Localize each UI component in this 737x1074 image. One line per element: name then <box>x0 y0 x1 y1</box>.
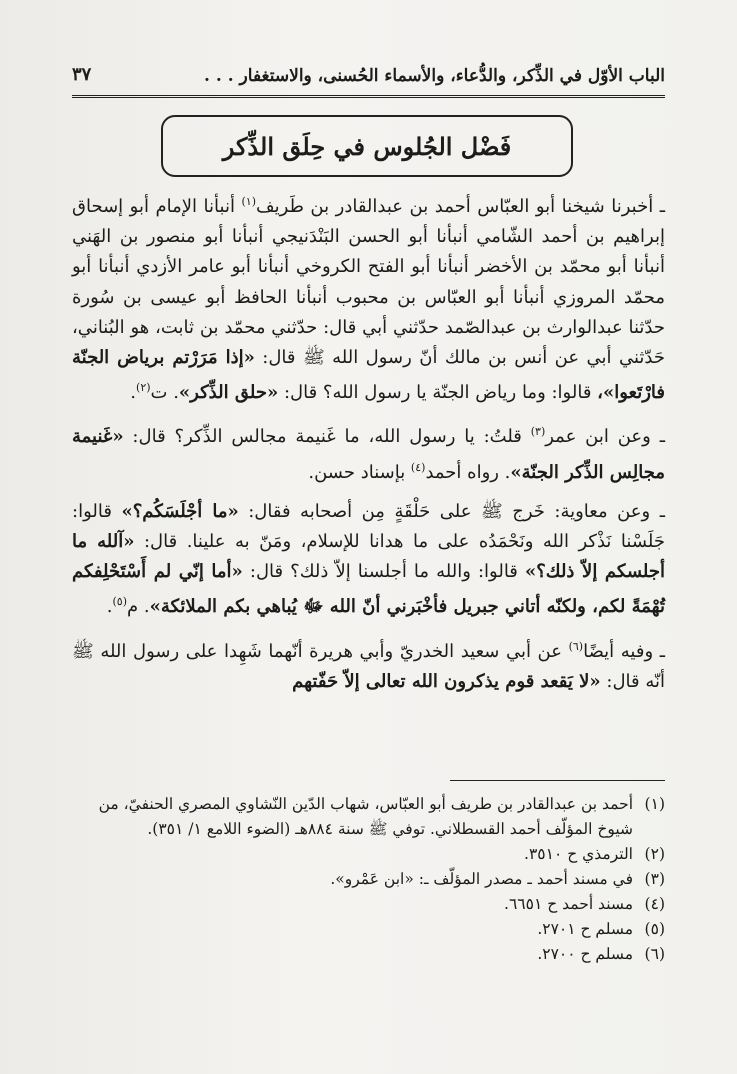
footnote <box>72 917 665 942</box>
hadith-quote: «ما أجْلَسَكُم؟» <box>121 500 239 522</box>
hadith-quote: «إذا مَرَرْتم برياض الجنّة فارْتَعوا»، <box>72 347 665 404</box>
footnote <box>72 892 665 917</box>
footnote-text: أحمد بن عبدالقادر بن طريف أبو العبّاس، شهاب الدّين النّشاوي المصري الحنفيّ، من شيوخ المؤلّف أحمد القسطلاني. توفي ﷺ سنة ٨٨٤هـ (الضوء اللامع ١/ ٣٥١). <box>98 795 633 838</box>
hadith-quote: «أما إنّي لم أَسْتَحْلِفكم تُهْمَةً لكم، ولكنّه أتاني جبريل فأخْبَرني أنّ الله ﷻ يُباهي بكم الملائكة» <box>72 561 665 618</box>
text-run: عن أبي سعيد الخدريّ وأبي هريرة أنّهما شَهِدا على رسول الله ﷺ أنّه قال: <box>72 640 665 692</box>
text-run: ـ وعن معاوية: خَرج ﷺ على حَلْقَةٍ مِن أصحابه فقال: <box>238 500 666 522</box>
footnote-number: (٣) <box>644 870 665 888</box>
running-header <box>72 62 665 92</box>
footnote-text: الترمذي ح ٣٥١٠. <box>524 845 633 863</box>
footnote-text: في مسند أحمد ـ مصدر المؤلّف ـ: «ابن عَمْرو». <box>330 870 633 888</box>
text-run: قالوا: وما رياض الجنّة يا رسول الله؟ قال: <box>278 382 598 404</box>
hadith-quote: «حلق الذِّكر» <box>178 382 279 404</box>
text-run: بإسناد حسن. <box>308 461 411 483</box>
page-number: ٣٧ <box>72 64 92 85</box>
text-run: . <box>130 382 137 404</box>
footnote <box>72 942 665 967</box>
footnote-marker: (٤) <box>410 460 426 474</box>
header-rule <box>72 95 665 101</box>
text-run: ـ وفيه أيضًا <box>583 640 665 662</box>
text-run: . رواه أحمد <box>425 461 511 483</box>
text-run: . ت <box>150 382 179 404</box>
text-run: أنبأنا الإمام أبو إسحاق إبراهيم بن أحمد الشّامي أنبأنا أبو الحسن البَنْدَنيجي أنبأنا أبو منصور بن الهَني أنبأنا أبو محمّد بن الأخضر أنبأنا أبو الفتح الكروخي أنبأنا أبو عامر الأزدي أنبأنا أبو محمّد المروزي أنبأنا أبو العبّاس بن محبوب أنبأنا الحافظ أبو عيسى بن سُورة حدّثنا عبدالوارث بن عبدالصّمد حدّثني أبي قال: حدّثني محمّد بن ثابت، هو البُناني، حَدّثني أبي عن أنس بن مالك أنّ رسول الله ﷺ قال: <box>72 196 665 369</box>
footnote-marker: (٥) <box>112 595 127 609</box>
paragraph <box>72 417 665 487</box>
footnote-rule <box>450 780 665 781</box>
text-run: . <box>106 596 113 618</box>
text-run: ـ أخبرنا شيخنا أبو العبّاس أحمد بن عبدالقادر بن طَريف <box>256 196 665 217</box>
footnote-text: مسلم ح ٢٧٠٠. <box>537 945 633 963</box>
footnote <box>72 842 665 867</box>
paragraph <box>72 632 665 697</box>
footnote-text: مسلم ح ٢٧٠١. <box>537 920 633 938</box>
footnotes <box>72 792 665 967</box>
hadith-quote: «لا يَقعد قوم يذكرون الله تعالى إلاّ حَفّتهم <box>292 670 601 692</box>
text-run: . م <box>126 596 150 618</box>
hadith-quote: «آلله ما أجلسكم إلاّ ذلك؟» <box>72 531 665 583</box>
footnote-marker: (٢) <box>136 381 151 395</box>
footnote-number: (٥) <box>644 920 665 938</box>
chapter-title: الباب الأوّل في الذِّكر، والدُّعاء، والأسماء الحُسنى، والاستغفار . . . <box>204 66 665 86</box>
footnote-number: (٢) <box>644 845 665 863</box>
paragraph <box>72 187 665 408</box>
text-run: ـ وعن ابن عمر <box>545 426 665 448</box>
text-run: قالوا: جَلَسْنا نَذْكر الله ونَحْمَدُه على ما هدانا للإسلام، ومَنّ به علينا. قال: <box>72 500 665 553</box>
footnote <box>72 792 665 842</box>
footnote-number: (١) <box>644 795 665 813</box>
footnote-number: (٦) <box>644 945 665 963</box>
footnote-marker: (١) <box>241 195 256 208</box>
footnote <box>72 867 665 892</box>
text-run: قلتُ: يا رسول الله، ما غَنيمة مجالس الذِّكر؟ قال: <box>123 426 531 448</box>
footnote-number: (٤) <box>644 895 665 913</box>
section-title: فَضْل الجُلوس في حِلَق الذِّكر <box>222 131 512 161</box>
hadith-quote: «غَنيمة مجالِس الذِّكر الجنّة» <box>72 426 665 483</box>
footnote-text: مسند أحمد ح ٦٦٥١. <box>504 895 633 913</box>
main-text <box>72 187 665 706</box>
footnote-marker: (٦) <box>568 639 584 653</box>
footnote-marker: (٣) <box>530 425 546 439</box>
text-run: قالوا: والله ما أجلسنا إلاّ ذلك؟ قال: <box>242 561 525 583</box>
section-title-box <box>161 115 573 177</box>
paragraph <box>72 497 665 623</box>
